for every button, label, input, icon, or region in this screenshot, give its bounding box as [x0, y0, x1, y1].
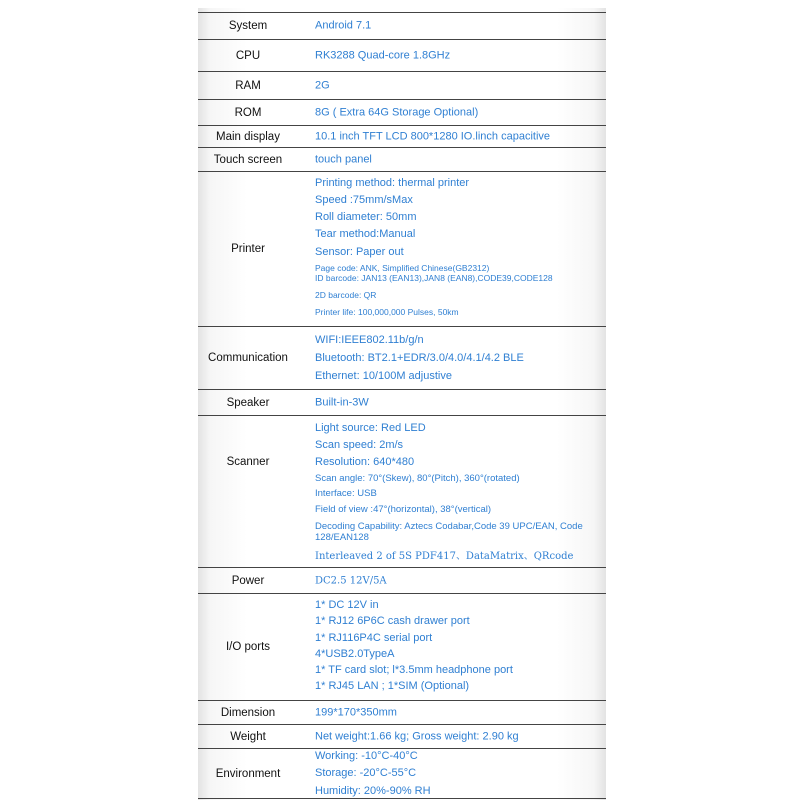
spec-label: Dimension	[220, 706, 276, 719]
spec-values	[315, 130, 600, 143]
spec-value: Working: -10°C-40°C	[315, 749, 418, 762]
spec-value: 1* DC 12V in	[315, 599, 379, 611]
spec-label: Power	[231, 574, 265, 587]
spec-row-touch-screen	[198, 148, 606, 172]
spec-value: RK3288 Quad-core 1.8GHz	[315, 49, 451, 61]
spec-row-dimension	[198, 701, 606, 725]
spec-label: ROM	[234, 106, 262, 119]
spec-values	[315, 574, 600, 587]
spec-value: Tear method:Manual	[315, 228, 416, 240]
spec-value: Page code: ANK, Simplified Chinese(GB2312)	[315, 263, 490, 273]
spec-values	[315, 153, 600, 166]
spec-value: Scan angle: 70°(Skew), 80°(Pitch), 360°(rotated)	[315, 473, 520, 484]
spec-label: Environment	[215, 767, 281, 780]
spec-value: Speed :75mm/sMax	[315, 194, 413, 206]
spec-value: Printing method: thermal printer	[315, 177, 470, 189]
spec-value: Interleaved 2 of 5S PDF417、DataMatrix、QRcode	[315, 551, 574, 562]
spec-value: Scan speed: 2m/s	[315, 439, 404, 451]
spec-values	[315, 79, 600, 92]
spec-value: 199*170*350mm	[315, 706, 397, 718]
spec-value: 1* RJ116P4C serial port	[315, 631, 433, 644]
spec-value: touch panel	[315, 153, 372, 165]
spec-row-printer	[198, 172, 606, 327]
spec-value: Bluetooth: BT2.1+EDR/3.0/4.0/4.1/4.2 BLE	[315, 352, 524, 364]
spec-row-scanner	[198, 416, 606, 568]
spec-value: Sensor: Paper out	[315, 246, 404, 258]
spec-sheet	[198, 8, 606, 800]
spec-row-weight	[198, 725, 606, 749]
spec-value: 10.1 inch TFT LCD 800*1280 IO.linch capacitive	[315, 130, 551, 142]
spec-value: 1* TF card slot; l*3.5mm headphone port	[315, 664, 513, 677]
spec-value: 1* RJ45 LAN ; 1*SIM (Optional)	[315, 680, 470, 693]
spec-label: CPU	[235, 49, 261, 62]
spec-value: Storage: -20°C-55°C	[315, 766, 417, 779]
spec-label: Weight	[230, 730, 266, 743]
spec-row-environment	[198, 749, 606, 799]
spec-value: Interface: USB	[315, 488, 377, 499]
spec-value: Humidity: 20%-90% RH	[315, 784, 431, 797]
spec-label: Touch screen	[213, 153, 283, 166]
spec-values	[315, 20, 600, 33]
spec-values	[315, 396, 600, 409]
spec-value: 1* RJ12 6P6C cash drawer port	[315, 615, 470, 628]
spec-row-rom	[198, 100, 606, 126]
spec-value: ID barcode: JAN13 (EAN13),JAN8 (EAN8),CODE39,CODE128	[315, 273, 553, 283]
spec-value: WIFI:IEEE802.11b/g/n	[315, 334, 424, 346]
spec-row-main-display	[198, 126, 606, 148]
spec-label: Communication	[208, 352, 288, 364]
spec-value: Net weight:1.66 kg; Gross weight: 2.90 kg	[315, 730, 519, 742]
spec-value: 8G ( Extra 64G Storage Optional)	[315, 106, 479, 118]
spec-label: Speaker	[226, 396, 270, 409]
spec-label: Scanner	[226, 456, 270, 468]
spec-label: Main display	[216, 130, 280, 143]
spec-row-speaker	[198, 390, 606, 416]
spec-values	[315, 730, 600, 743]
spec-row-system	[198, 12, 606, 40]
spec-value: DC2.5 12V/5A	[315, 575, 387, 586]
spec-value: Android 7.1	[315, 19, 372, 32]
spec-values	[315, 331, 600, 385]
spec-value: 2G	[315, 79, 330, 91]
spec-label: RAM	[235, 79, 261, 92]
spec-row-ram	[198, 72, 606, 100]
spec-value: 2D barcode: QR	[315, 290, 377, 300]
spec-label: I/O ports	[225, 641, 271, 653]
spec-values	[315, 106, 600, 119]
spec-values	[315, 420, 600, 563]
spec-values	[315, 49, 600, 62]
spec-values	[315, 175, 600, 317]
spec-values	[315, 706, 600, 719]
spec-value: Roll diameter: 50mm	[315, 211, 417, 223]
spec-row-power	[198, 568, 606, 594]
spec-row-io-ports	[198, 594, 606, 701]
spec-value: Printer life: 100,000,000 Pulses, 50km	[315, 307, 459, 317]
spec-values	[315, 597, 600, 695]
spec-value: Built-in-3W	[315, 396, 369, 408]
spec-value: Resolution: 640*480	[315, 456, 415, 468]
spec-value: Field of view :47°(horizontal), 38°(vertical)	[315, 504, 492, 515]
spec-label: System	[228, 20, 268, 32]
spec-value: 4*USB2.0TypeA	[315, 647, 395, 660]
spec-values	[315, 747, 600, 800]
spec-label: Printer	[231, 243, 265, 255]
spec-value: Ethernet: 10/100M adjustive	[315, 370, 452, 382]
spec-value: Light source: Red LED	[315, 422, 426, 434]
spec-value: Decoding Capability: Aztecs Codabar,Code 39 UPC/EAN, Code 128/EAN128	[315, 521, 583, 543]
spec-row-communication	[198, 327, 606, 390]
spec-row-cpu	[198, 40, 606, 72]
